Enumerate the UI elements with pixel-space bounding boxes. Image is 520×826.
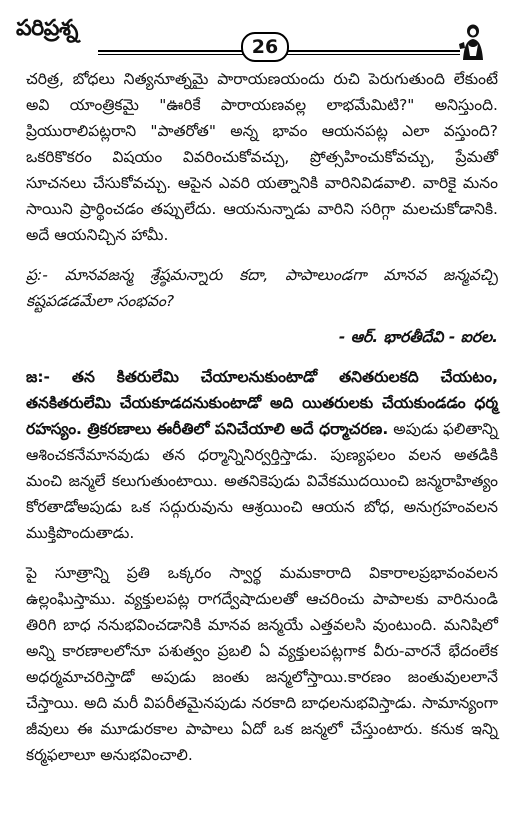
article-body [26, 66, 498, 768]
question-text: ప్ర:- మానవజన్మ శ్రేష్ఠమన్నారు కదా, పాపాలుండగా మానవ జన్మవచ్చి కష్టపడడమేలా సంభవం? [26, 266, 498, 310]
answer-rest: అపుడు ఫలితాన్ని ఆశించకనేమానవుడు తన ధర్మాన్నినిర్వర్తిస్తాడు. పుణ్యఫలం వలన అతడికి మంచి జన్మలే కలుగుతుంటాయి. అతనికెపుడు వివేకముదయించి జన్మరాహిత్యం కోరతాడోఅపుడు ఒక సద్గురువును ఆశ్రయించి ఆయన బోధ, అనుగ్రహంవలన ముక్తిపొందుతాడు. [26, 420, 498, 542]
magazine-title: పరిప్రశ్న [16, 16, 78, 41]
page-header [0, 0, 520, 62]
sai-baba-figure-icon [456, 22, 490, 62]
answer-lead: జ:- తన కితరులేమి చేయాలనుకుంటాడో తనితరులకది చేయటం, తనకితరులేమి చేయకూడదనుకుంటాడో అది యితరులకు చేయకుండడం ధర్మ రహస్యం. త్రికరణాలు ఈరీతిలో పనిచేయాలి అదే ధర్మాచరణ. [26, 368, 498, 438]
page-number: 26 [241, 32, 289, 62]
paragraph-intro: చరిత్ర, బోధలు నిత్యనూత్నమై పారాయణయందు రుచి పెరుగుతుంది లేకుంటే అవి యాంత్రికమై "ఊరికే పారాయణవల్ల లాభమేమిటి?" అనిస్తుంది. ప్రియురాలిపట్లరాని "పాతరోత" అన్న భావం ఆయనపట్ల ఎలా వస్తుంది? ఒకరికొకరం విషయం వివరించుకోవచ్చు, ప్రోత్సహించుకోవచ్చు, ప్రేమతో సూచనలు చేసుకోవచ్చు. ఆపైన ఎవరి యత్నానికి వారినివిడవాలి. వారికై మనం సాయిని ప్రార్థించడం తప్పులేదు. ఆయనున్నాడు వారిని సరిగ్గా మలచుకోడానికి. అదే ఆయనిచ్చిన హామీ. [26, 70, 498, 244]
paragraph-conclusion: పై సూత్రాన్ని ప్రతి ఒక్కరం స్వార్థ మమకారాది వికారాలప్రభావంవలన ఉల్లంఘిస్తాము. వ్యక్తులపట్ల రాగద్వేషాదులతో ఆచరించు పాపాలకు వారినుండి తిరిగి బాధ ననుభవించడానికి మానవ జన్మయే ఎత్తవలసి వుంటుంది. మనిషిలో అన్ని కారణాలలోనూ పశుత్వం ప్రబలి ఏ వ్యక్తులపట్లగాక వీరు-వారనే భేదంలేక అధర్మమాచరిస్తాడో అపుడు జంతు జన్మలోస్తాయి.కారణం జంతువులలానే చేస్తాయి. అది మరీ విపరీతమైనపుడు నరకాది బాధలనుభవిస్తాడు. సామాన్యంగా జీవులు ఈ మూడురకాల పాపాలు ఏదో ఒక జన్మలో చేస్తుంటారు. కనుక ఇన్ని కర్మఫలాలూ అనుభవించాలి. [26, 564, 498, 764]
question-author: - ఆర్. భారతీదేవి - ఐరల. [338, 328, 498, 346]
answer-paragraph [26, 364, 498, 546]
